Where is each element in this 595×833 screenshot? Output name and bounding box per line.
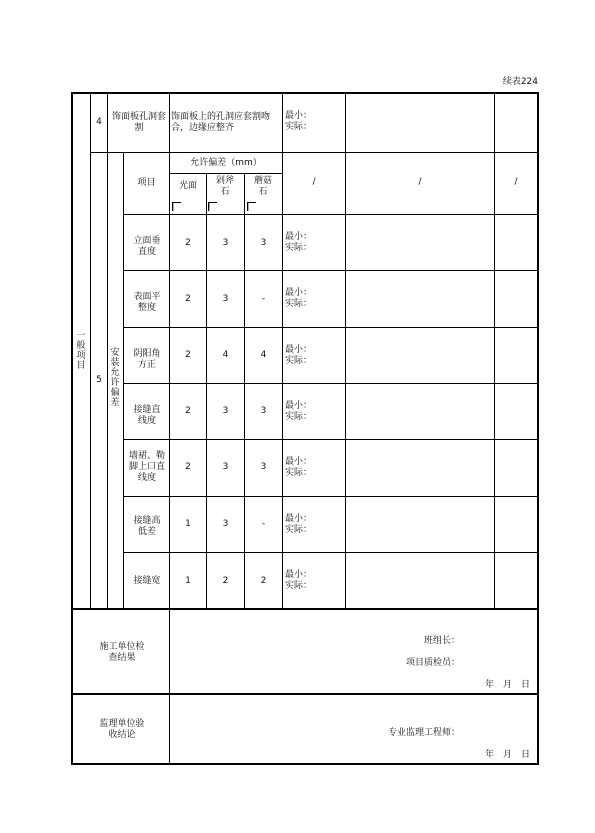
item4-actual-label: 实际： — [285, 122, 313, 132]
row-chiseled-value: 3 — [222, 406, 229, 416]
row-name: 接缝高低差 — [133, 516, 161, 537]
row-smooth-value: 2 — [185, 406, 191, 416]
row-name: 接缝直线度 — [133, 405, 161, 426]
item4-number: 4 — [96, 117, 102, 127]
row-name: 立面垂直度 — [133, 236, 161, 257]
row-actual-label: 实际： — [285, 581, 313, 591]
supervision-label: 监理单位验收结论 — [99, 719, 145, 740]
group-label: 一般项目 — [76, 331, 86, 371]
row-smooth-value: 1 — [185, 576, 191, 586]
row-min-label: 最小： — [285, 514, 313, 524]
row-actual-label: 实际： — [285, 299, 313, 309]
item5-header-item: 项目 — [137, 178, 156, 188]
checkbox-chiseled[interactable] — [208, 202, 217, 211]
row-actual-label: 实际： — [285, 243, 313, 253]
row-actual-label: 实际： — [285, 412, 313, 422]
construction-label: 施工单位检查结果 — [99, 642, 145, 663]
row-smooth-value: 2 — [185, 294, 191, 304]
row-mushroom-value: 4 — [260, 350, 267, 360]
supervision-date: 年 月 日 — [484, 750, 530, 760]
row-smooth-value: 1 — [185, 519, 191, 529]
row-smooth-value: 2 — [185, 350, 191, 360]
row-chiseled-value: 3 — [222, 519, 229, 529]
row-mushroom-value: 3 — [260, 238, 267, 248]
row-name: 接缝宽 — [133, 576, 161, 586]
header-slash-1: / — [312, 177, 316, 187]
row-name: 墙裙、勒脚上口直线度 — [128, 451, 165, 483]
team-leader-label: 班组长： — [423, 636, 460, 646]
row-mushroom-value: 3 — [260, 462, 267, 472]
row-chiseled-value: 3 — [222, 294, 229, 304]
item5-number: 5 — [96, 375, 102, 385]
item5-header-tolerance: 允许偏差（mm） — [190, 158, 262, 168]
construction-date: 年 月 日 — [484, 680, 530, 690]
checkbox-smooth[interactable] — [172, 202, 181, 211]
row-min-label: 最小： — [285, 570, 313, 580]
row-min-label: 最小： — [285, 345, 313, 355]
row-mushroom-value: 2 — [260, 576, 267, 586]
row-name: 阴阳角方正 — [133, 349, 161, 370]
header-slash-2: / — [418, 177, 422, 187]
row-name: 表面平整度 — [133, 292, 161, 313]
row-min-label: 最小： — [285, 457, 313, 467]
col-chiseled: 剁斧石 — [215, 176, 234, 197]
item4-min-label: 最小： — [285, 111, 313, 121]
header-slash-3: / — [514, 177, 518, 187]
row-mushroom-value: - — [261, 519, 266, 529]
row-chiseled-value: 2 — [222, 576, 229, 586]
row-smooth-value: 2 — [185, 238, 191, 248]
row-mushroom-value: 3 — [260, 406, 267, 416]
row-mushroom-value: - — [261, 294, 266, 304]
supervising-engineer-label: 专业监理工程师： — [387, 728, 460, 738]
quality-inspector-label: 项目质检员： — [405, 658, 460, 668]
row-actual-label: 实际： — [285, 356, 313, 366]
row-min-label: 最小： — [285, 401, 313, 411]
row-actual-label: 实际： — [285, 525, 313, 535]
row-actual-label: 实际： — [285, 468, 313, 478]
col-smooth: 光面 — [178, 181, 197, 191]
item5-section-label: 安装允许偏差 — [110, 348, 120, 408]
item4-name: 饰面板孔洞套割 — [112, 112, 167, 133]
checkbox-mushroom[interactable] — [247, 202, 256, 211]
row-chiseled-value: 4 — [222, 350, 229, 360]
row-chiseled-value: 3 — [222, 238, 229, 248]
col-mushroom: 蘑菇石 — [253, 176, 272, 197]
row-min-label: 最小： — [285, 232, 313, 242]
row-smooth-value: 2 — [185, 462, 191, 472]
row-min-label: 最小： — [285, 288, 313, 298]
row-chiseled-value: 3 — [222, 462, 229, 472]
continuation-label: 续表224 — [502, 77, 538, 87]
item4-requirement: 饰面板上的孔洞应套割吻合，边缘应整齐 — [171, 112, 271, 133]
